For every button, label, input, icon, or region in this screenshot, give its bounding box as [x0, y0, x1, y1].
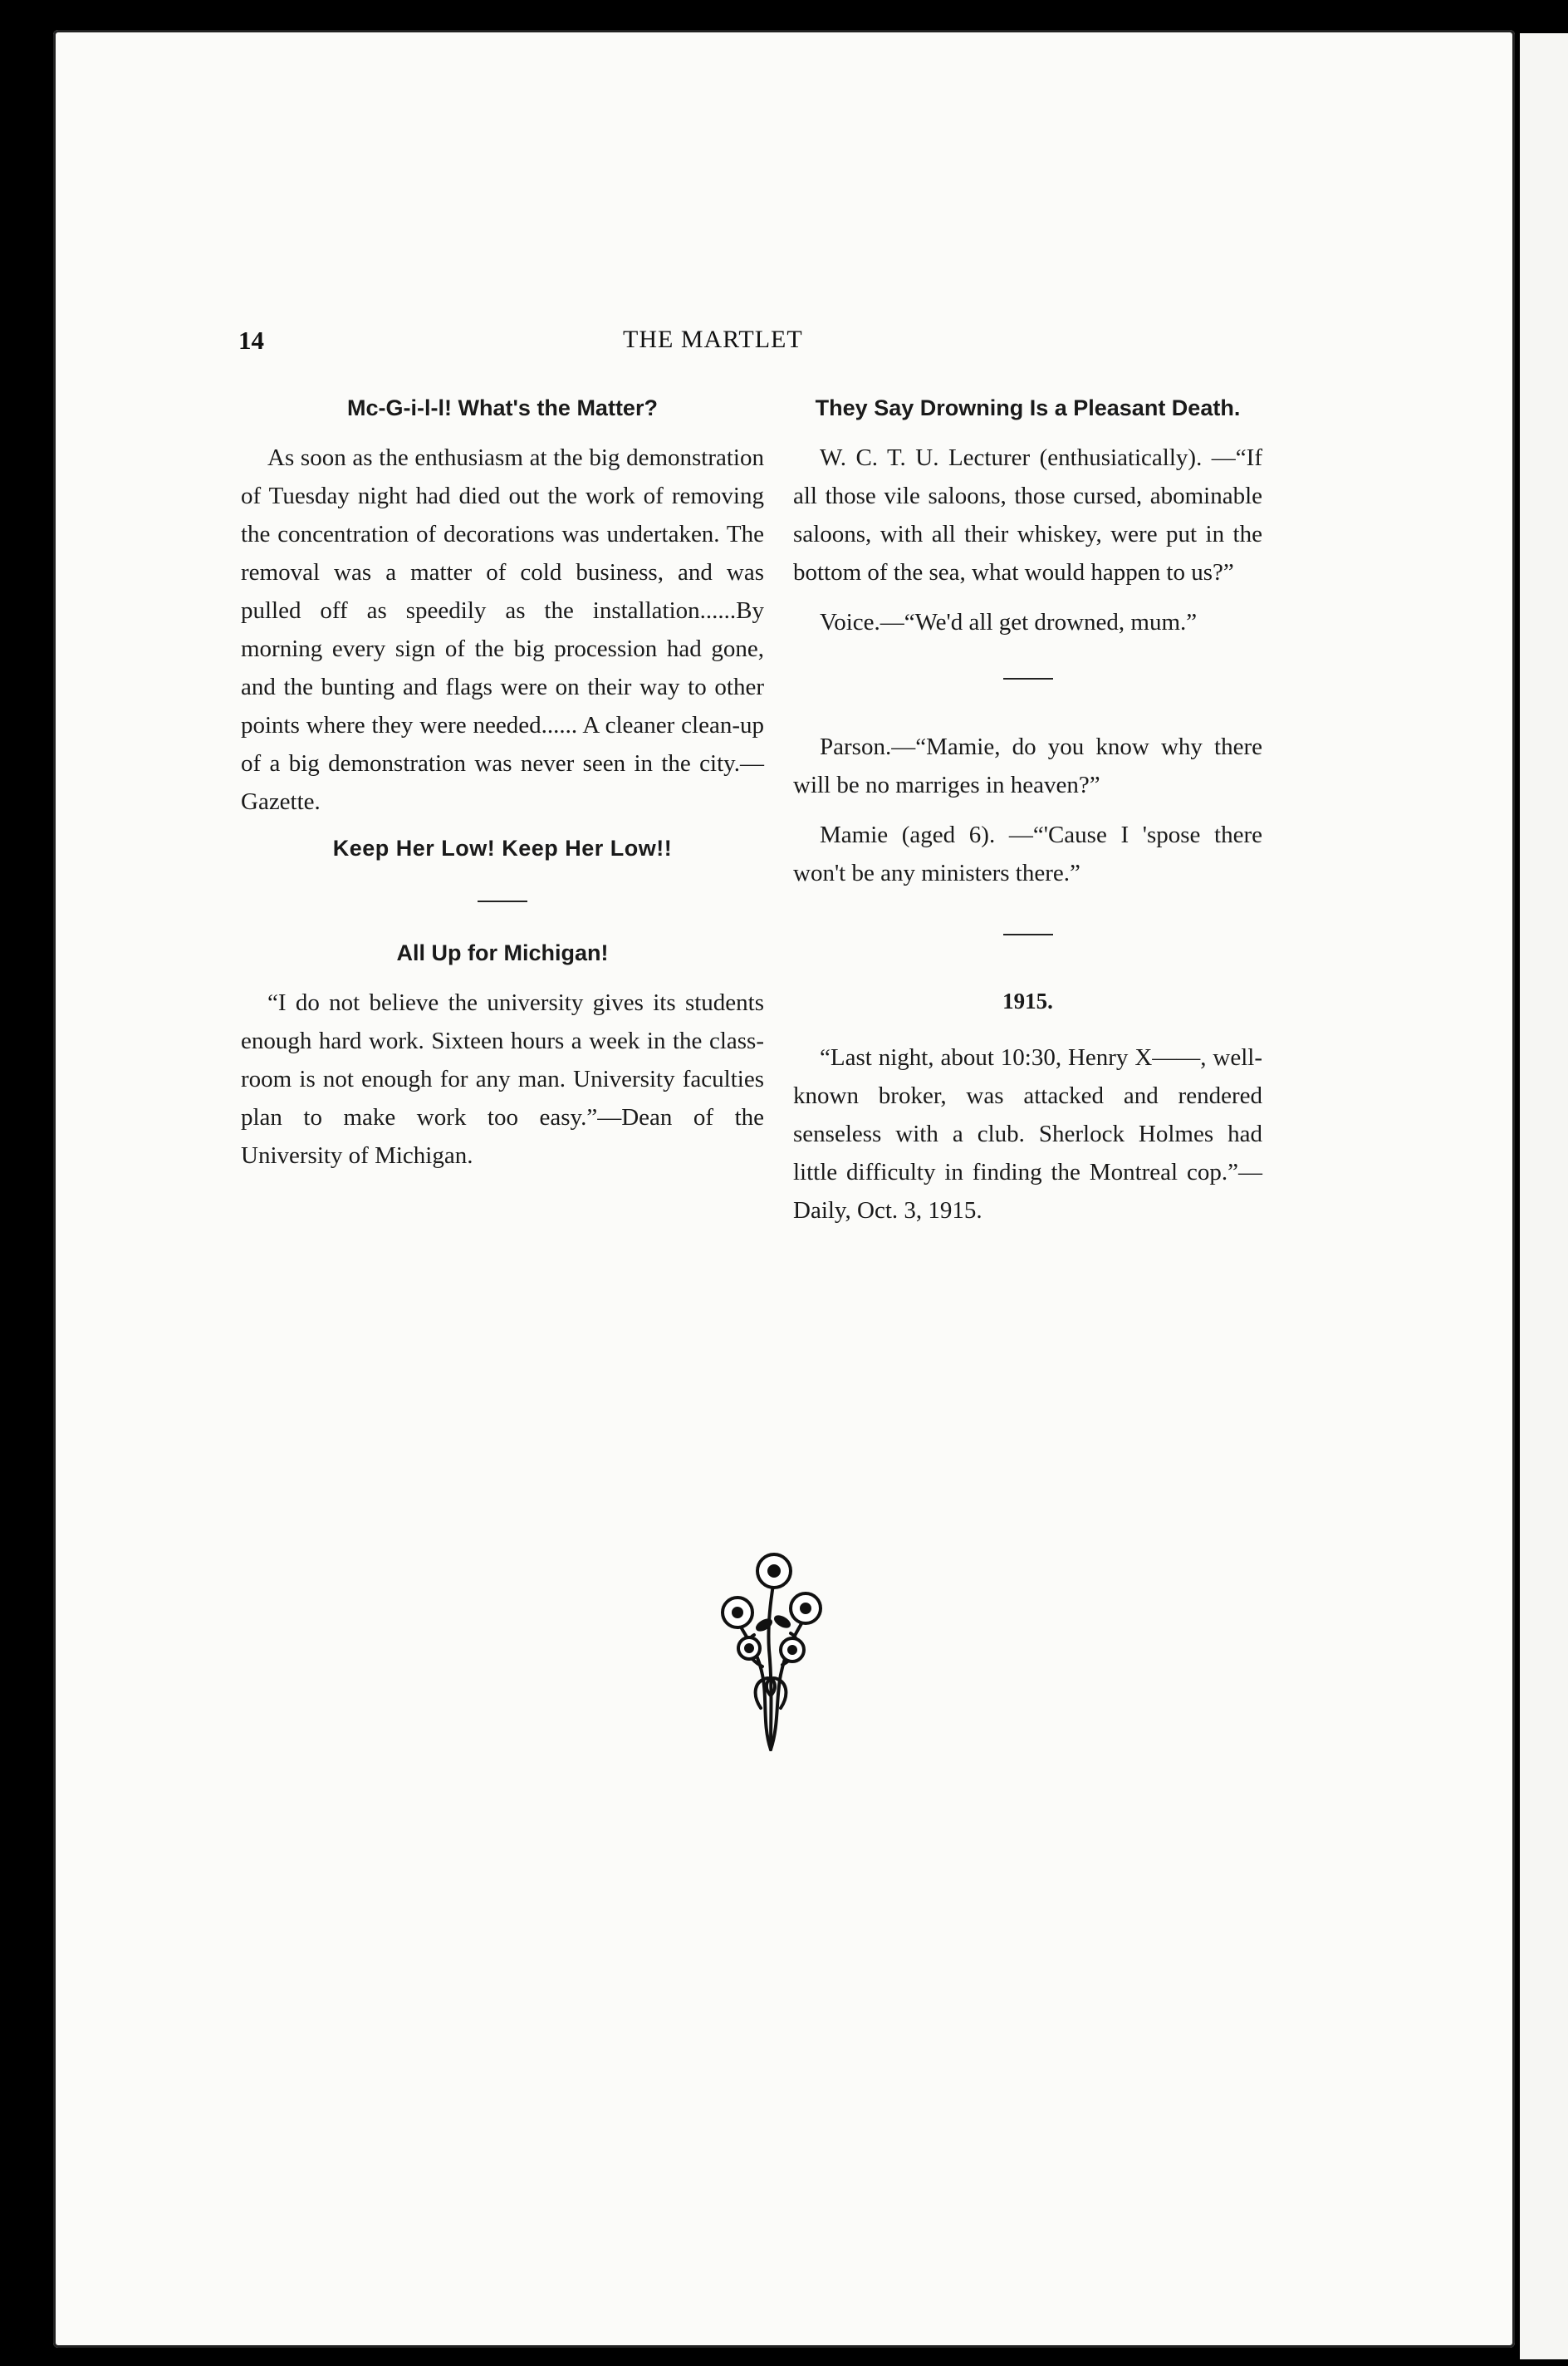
section-divider: [1003, 934, 1053, 935]
article-heading-1915: 1915.: [1002, 989, 1053, 1014]
right-column: [793, 389, 1262, 1230]
running-title: THE MARTLET: [623, 326, 803, 353]
article-heading-drowning: They Say Drowning Is a Pleasant Death.: [815, 395, 1241, 420]
running-header: [0, 326, 1568, 359]
article-body-1915: “Last night, about 10:30, Henry X——, well-known broker, was attacked and rendered senseless with a club. Sherlock Holmes had little difficulty in finding the Montreal cop.”—Daily, Oct. 3, 1915.: [793, 1044, 1262, 1224]
article-heading-michigan: All Up for Michigan!: [396, 940, 609, 965]
facing-page-edge: [1520, 33, 1568, 2359]
article-body-michigan: “I do not believe the university gives its students enough hard work. Sixteen hours a week in the class-room is not enough for any man. University faculties plan to make work too easy.”—Dean of the University of Michigan.: [241, 989, 764, 1169]
page-number: 14: [238, 326, 264, 355]
section-divider: [1003, 678, 1053, 680]
page: [53, 30, 1515, 2348]
article-heading-mcgill: Mc-G-i-l-l! What's the Matter?: [347, 395, 658, 420]
article-body-mcgill: As soon as the enthusiasm at the big demonstration of Tuesday night had died out the work of removing the concentration of decorations was undertaken. The removal was a matter of cold business, and was pulled off as speedily as the installation......By morning every sign of the big procession had gone, and the bunting and flags were on their way to other points where they were needed...... A cleaner clean-up of a big demonstration was never seen in the city.—Gazette.: [241, 444, 764, 815]
floral-vignette-icon: [713, 1542, 829, 1758]
left-column: [241, 389, 764, 1175]
voice-paragraph: Voice.—“We'd all get drowned, mum.”: [820, 609, 1198, 636]
mamie-paragraph: Mamie (aged 6). —“'Cause I 'spose there won't be any ministers there.”: [793, 822, 1262, 886]
lecturer-paragraph: W. C. T. U. Lecturer (enthusiatically). —“If all those vile saloons, those cursed, abominable saloons, with all their whiskey, were put in the bottom of the sea, what would happen to us?”: [793, 444, 1262, 586]
section-divider: [478, 901, 527, 902]
parson-paragraph: Parson.—“Mamie, do you know why there will be no marriges in heaven?”: [793, 734, 1262, 798]
slogan: Keep Her Low! Keep Her Low!!: [332, 836, 673, 861]
